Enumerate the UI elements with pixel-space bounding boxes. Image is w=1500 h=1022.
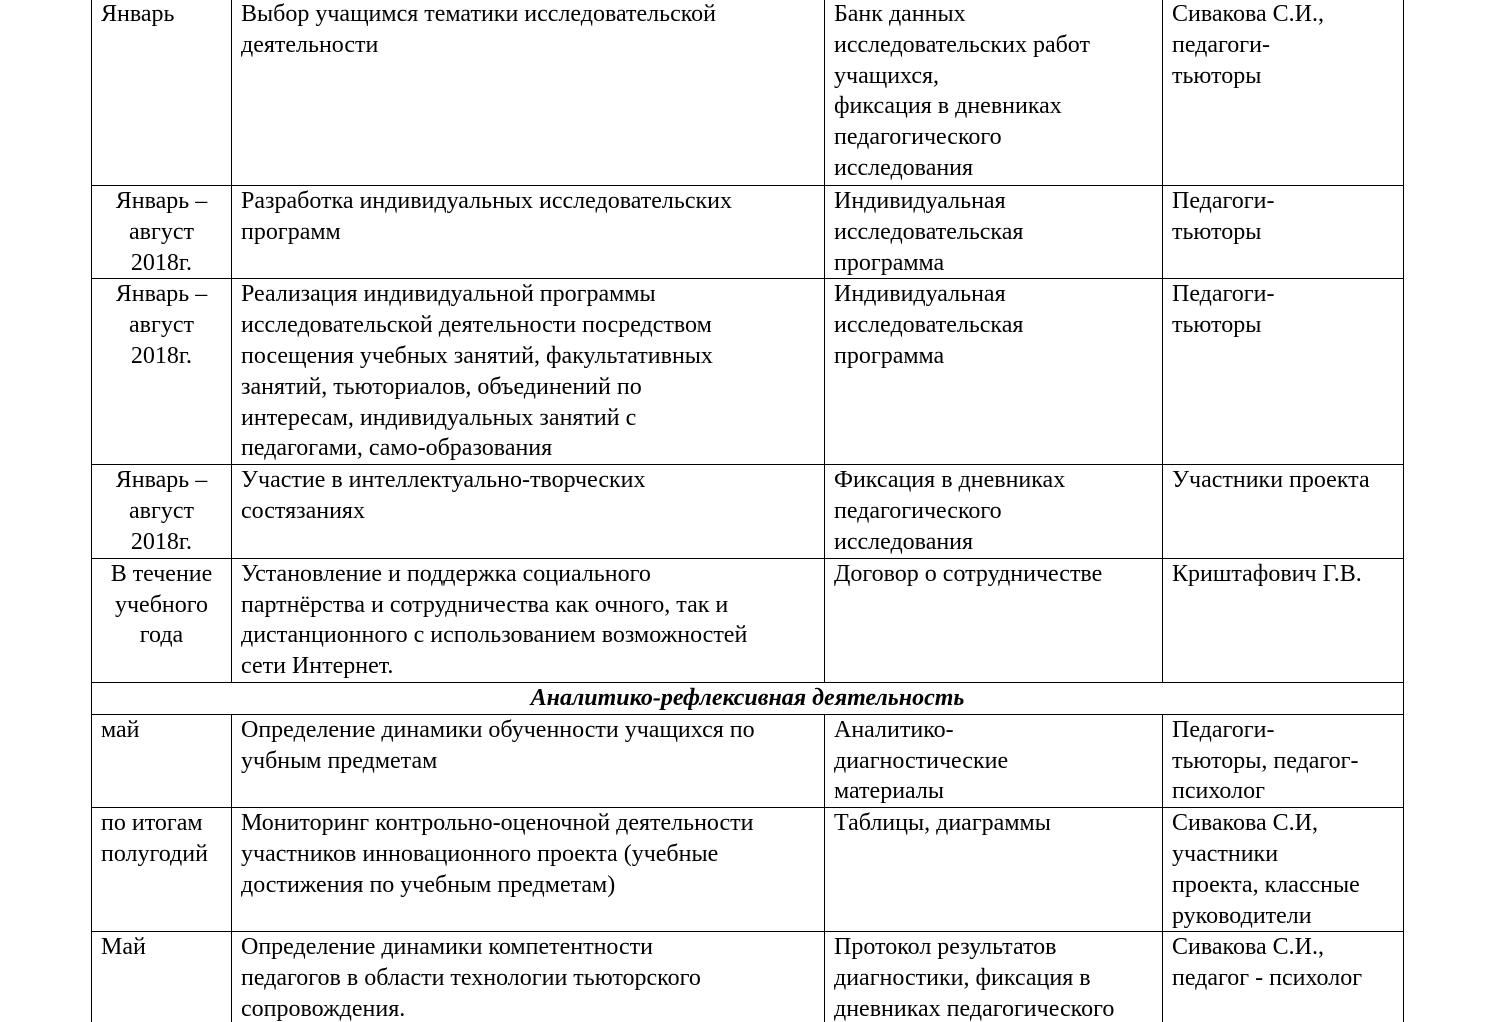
cell-text-line: Сивакова С.И, [1172,810,1318,837]
table-body [92,0,1404,1022]
activity-cell [232,932,825,1022]
cell-text-line: Реализация индивидуальной программы [241,281,656,308]
cell-text-line: дневниках педагогического [834,995,1115,1022]
cell-text-line: Индивидуальная [834,281,1006,308]
cell-text-line: август [129,312,194,339]
result-cell [825,932,1163,1022]
cell-text-line: интересам, индивидуальных занятий с [241,404,637,431]
cell-text-line: педагог - психолог [1172,965,1363,992]
cell-text-line: Определение динамики компетентности [241,934,653,961]
responsible-cell [1163,279,1404,465]
cell-text-line: исследовательских работ [834,31,1090,58]
cell-text-line: Банк данных [834,1,966,27]
cell-text-line: Педагоги- [1172,281,1275,308]
cell-text-line: Мониторинг контрольно-оценочной деятельности [241,810,754,837]
result-cell [825,808,1163,932]
cell-text-line: педагогов в области технологии тьюторского [241,965,701,992]
cell-text-line: исследовательская [834,312,1024,339]
cell-text-line: 2018г. [130,249,193,276]
responsible-cell [1163,714,1404,807]
cell-text-line: сопровождения. [241,995,406,1022]
cell-text-line: Май [101,934,146,961]
cell-text-line: партнёрства и сотрудничества как очного, так и [241,591,729,618]
cell-text-line: педагогами, само-образования [241,435,553,462]
activity-cell [232,279,825,465]
cell-text-line: учебного [114,591,209,618]
cell-text-line: фиксация в дневниках [834,93,1062,120]
table-row [92,186,1404,279]
result-cell [825,714,1163,807]
cell-text-line: Разработка индивидуальных исследовательских [241,188,732,214]
cell-text-line: программа [834,342,945,369]
section-heading: Аналитико-рефлексивная деятельность [92,682,1404,714]
cell-text-line: занятий, тьюториалов, объединений по [241,373,642,400]
cell-text-line: Педагоги- [1172,188,1275,214]
cell-text-line: 2018г. [130,342,193,369]
cell-text-line: Педагоги- [1172,716,1275,743]
cell-text-line: материалы [834,778,945,805]
table-row [92,558,1404,682]
table-row [92,808,1404,932]
activity-cell [232,465,825,558]
cell-text-line: исследования [834,528,974,555]
cell-text-line: тьюторы [1172,62,1262,89]
activity-cell [232,0,825,186]
activity-cell [232,714,825,807]
cell-text-line: Сивакова С.И., [1172,1,1324,27]
table-row [92,279,1404,465]
cell-text-line: Январь – [115,467,208,494]
responsible-cell [1163,808,1404,932]
date-cell [92,558,232,682]
cell-text-line: педагоги- [1172,31,1270,58]
cell-text-line: Январь [101,1,175,27]
cell-text-line: Участие в интеллектуально-творческих [241,467,646,494]
cell-text-line: В течение [110,560,213,587]
section-row [92,682,1404,714]
cell-text-line: Установление и поддержка социального [241,560,651,587]
result-cell [825,0,1163,186]
cell-text-line: Январь – [115,281,208,308]
cell-text-line: исследовательская [834,218,1024,245]
responsible-cell [1163,932,1404,1022]
cell-text-line: программа [834,249,945,276]
cell-text-line: учбным предметам [241,747,438,774]
cell-text-line: руководители [1172,902,1312,929]
cell-text-line: года [139,622,184,649]
cell-text-line: Сивакова С.И., [1172,934,1324,961]
cell-text-line: полугодий [101,840,208,867]
date-cell [92,808,232,932]
date-cell [92,714,232,807]
cell-text-line: исследовательской деятельности посредством [241,312,712,339]
activity-cell [232,808,825,932]
cell-text-line: тьюторы [1172,218,1262,245]
cell-text-line: 2018г. [130,528,193,555]
cell-text-line: Январь – [115,188,208,214]
cell-text-line: Определение динамики обученности учащихся по [241,716,755,743]
activity-cell [232,558,825,682]
cell-text-line: психолог [1172,778,1265,805]
cell-text-line: участники [1172,840,1279,867]
cell-text-line: Аналитико- [834,716,954,743]
table-row [92,0,1404,186]
cell-text-line: август [129,218,194,245]
cell-text-line: Индивидуальная [834,188,1006,214]
cell-text-line: участников инновационного проекта (учебные [241,840,719,867]
result-cell [825,186,1163,279]
cell-text-line: Таблицы, диаграммы [834,810,1051,837]
cell-text-line: состязаниях [241,498,365,525]
cell-text-line: Договор о сотрудничестве [834,560,1103,587]
cell-text-line: август [129,498,194,525]
cell-text-line: достижения по учебным предметам) [241,871,616,898]
date-cell [92,186,232,279]
activity-plan-table [91,0,1404,1022]
cell-text-line: Выбор учащимся тематики исследовательской [241,1,717,27]
result-cell [825,279,1163,465]
cell-text-line: деятельности [241,31,379,58]
table-row [92,932,1404,1022]
responsible-cell [1163,0,1404,186]
table-row [92,714,1404,807]
cell-text-line: диагностические [834,747,1009,774]
result-cell [825,465,1163,558]
table-row [92,465,1404,558]
cell-text-line: Криштафович Г.В. [1172,560,1362,587]
responsible-cell [1163,558,1404,682]
date-cell [92,932,232,1022]
cell-text-line: педагогического [834,124,1002,151]
cell-text-line: май [101,716,140,743]
cell-text-line: Протокол результатов [834,934,1057,961]
cell-text-line: педагогического [834,498,1002,525]
cell-text-line: по итогам [101,810,203,837]
result-cell [825,558,1163,682]
cell-text-line: посещения учебных занятий, факультативных [241,342,713,369]
activity-cell [232,186,825,279]
cell-text-line: учащихся, [834,62,940,89]
date-cell [92,465,232,558]
cell-text-line: тьюторы [1172,312,1262,339]
cell-text-line: дистанционного с использованием возможностей [241,622,748,649]
cell-text-line: исследования [834,154,974,181]
date-cell [92,0,232,186]
responsible-cell [1163,465,1404,558]
cell-text-line: Участники проекта [1172,467,1370,494]
date-cell [92,279,232,465]
cell-text-line: тьюторы, педагог- [1172,747,1359,774]
cell-text-line: сети Интернет. [241,653,394,680]
responsible-cell [1163,186,1404,279]
cell-text-line: программ [241,218,341,245]
cell-text-line: проекта, классные [1172,871,1360,898]
cell-text-line: диагностики, фиксация в [834,965,1091,992]
cell-text-line: Фиксация в дневниках [834,467,1066,494]
